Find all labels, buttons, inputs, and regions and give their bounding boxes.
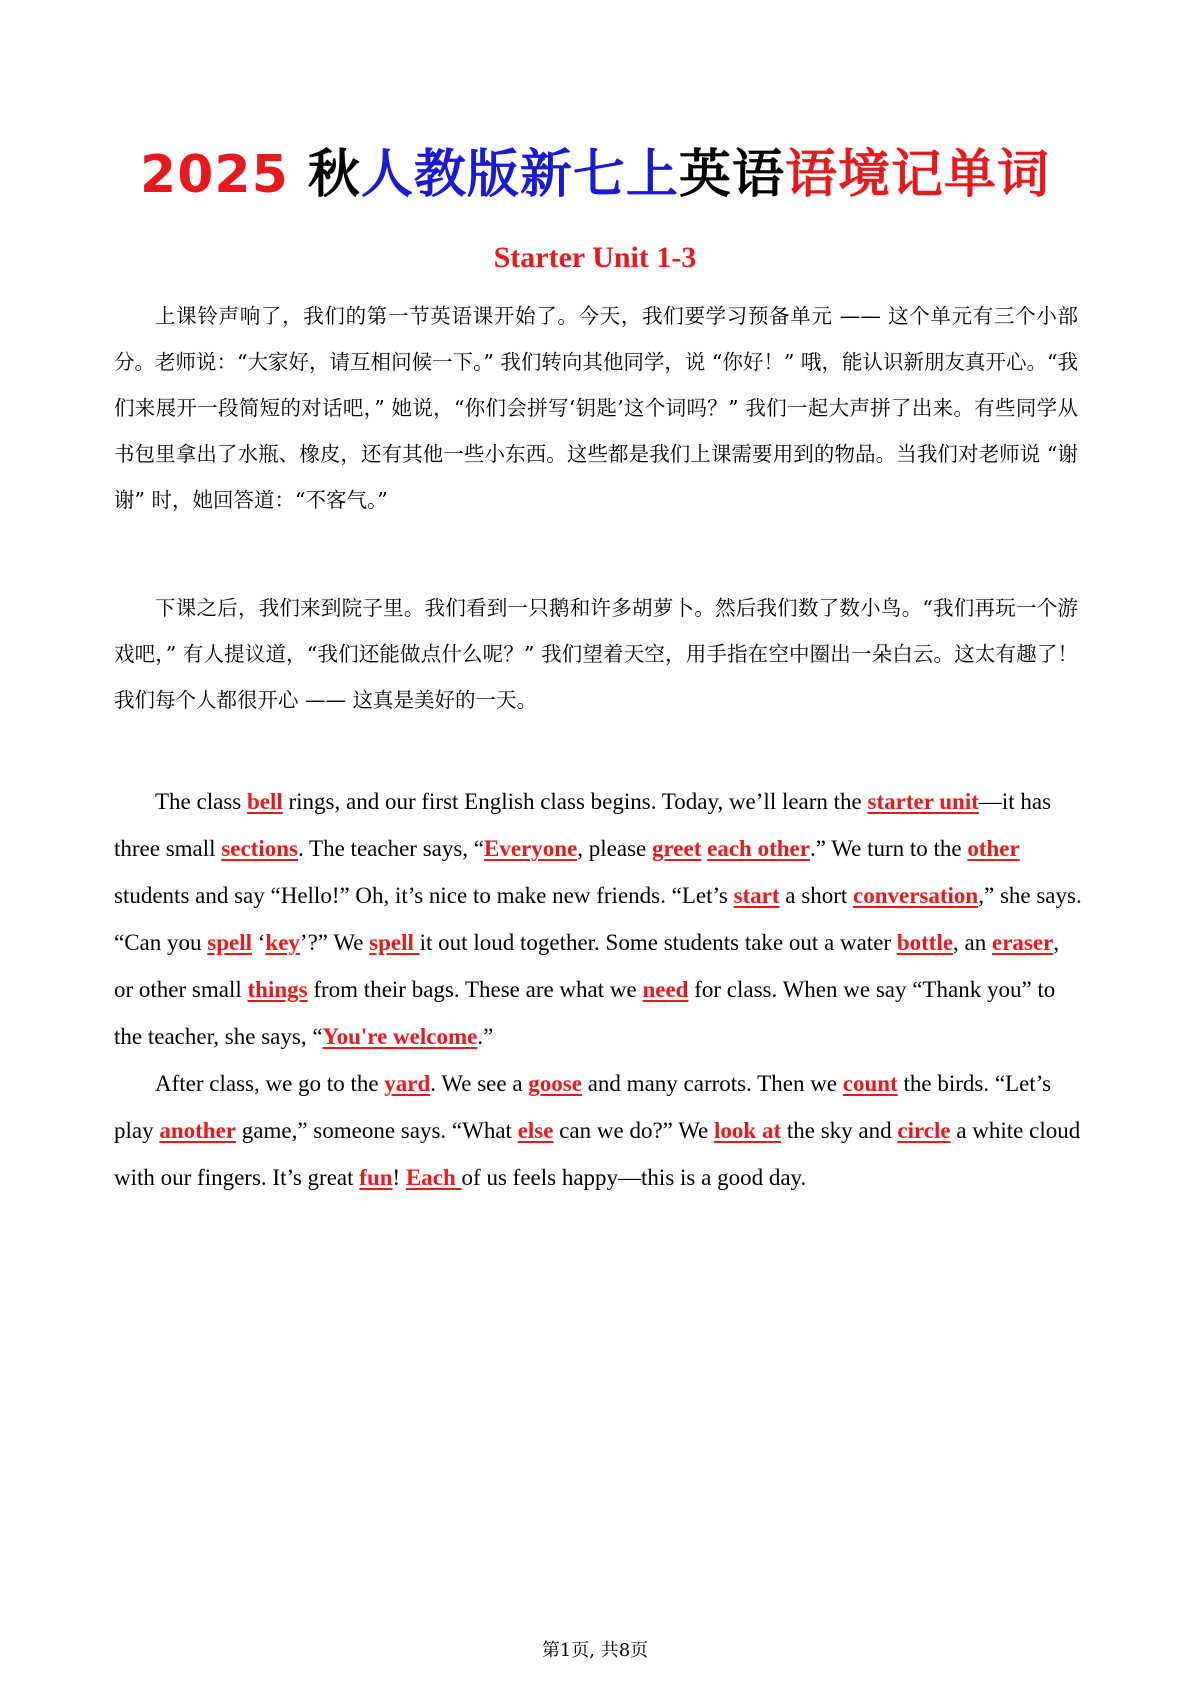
text: a white cloud with our fingers. It’s great [114,1118,1081,1190]
vocab-word: things [247,977,308,1002]
text: , or other small [114,930,1060,1002]
text: the sky and [781,1118,898,1143]
title-year: 2025 [140,145,289,205]
text: for class. When we say “Thank you” to the teacher, she says, “ [114,977,1056,1049]
chinese-paragraph: 上课铃声响了，我们的第一节英语课开始了。今天，我们要学习预备单元 —— 这个单元有三个小部分。老师说：“大家好，请互相问候一下。” 我们转向其他同学，说 “你好！” 哦，能认识新朋友真开心。“我们来展开一段简短的对话吧，” 她说，“你们会拼写‘钥匙’这个词吗？” 我们一起大声拼了出来。有些同学从书包里拿出了水瓶、橡皮，还有其他一些小东西。这些都是我们上课需要用到的物品。当我们对老师说 “谢谢” 时，她回答道：“不客气。” [114,304,1078,512]
text: , please [577,836,652,861]
vocab-word: other [967,836,1020,861]
text: ’?” We [299,930,370,955]
text: ‘ [252,930,266,955]
vocab-word: each other [707,836,810,861]
english-paragraph-2 [114,1060,1082,1201]
text: and many carrots. Then we [581,1071,843,1096]
vocab-word: goose [528,1071,582,1096]
english-passage [114,778,1082,1201]
text: After class, we go to the [155,1071,385,1096]
text: can we do?” We [553,1118,715,1143]
chinese-section-1 [114,293,1078,523]
text: a short [779,883,854,908]
text: of us feels happy—this is a good day. [461,1165,807,1190]
text: The class [155,789,247,814]
text: rings, and our first English class begins. Today, we’ll learn the [282,789,868,814]
page-number: 第1页, 共8页 [541,1640,649,1661]
vocab-word: spell [207,930,252,955]
vocab-word: spell [369,930,420,955]
page-title [0,140,1190,210]
vocab-word: You're welcome [322,1024,478,1049]
vocab-word: yard [384,1071,431,1096]
vocab-word: bell [246,789,283,814]
vocab-word: count [842,1071,898,1096]
vocab-word: else [517,1118,554,1143]
title-topic: 语境记单词 [784,145,1050,205]
chinese-paragraph: 下课之后，我们来到院子里。我们看到一只鹅和许多胡萝卜。然后我们数了数小鸟。“我们再玩一个游戏吧，” 有人提议道，“我们还能做点什么呢？” 我们望着天空，用手指在空中圈出一朵白云。这太有趣了！我们每个人都很开心 —— 这真是美好的一天。 [114,596,1078,712]
vocab-word: conversation [853,883,979,908]
vocab-word: circle [897,1118,951,1143]
vocab-word: sections [221,836,298,861]
vocab-word: fun [359,1165,393,1190]
title-season: 秋 [307,145,361,205]
title-publisher: 人教版新七上 [360,145,679,205]
text: .” [477,1024,494,1049]
text: ,” she says. “Can you [114,883,1082,955]
vocab-word: greet [652,836,702,861]
text: ! [392,1165,406,1190]
chinese-section-2 [114,585,1078,723]
vocab-word: look at [714,1118,782,1143]
title-subject: 英语 [678,145,785,205]
vocab-word: eraser [992,930,1054,955]
text: , an [953,930,993,955]
text: students and say “Hello!” Oh, it’s nice to make new friends. “Let’s [114,883,734,908]
vocab-word: starter unit [867,789,979,814]
vocab-word: Everyone [484,836,578,861]
vocab-word: bottle [896,930,954,955]
text: . The teacher says, “ [297,836,485,861]
text: . We see a [430,1071,529,1096]
text: the birds. “Let’s play [114,1071,1052,1143]
text: .” We turn to the [809,836,968,861]
vocab-word: another [159,1118,237,1143]
text: from their bags. These are what we [307,977,643,1002]
text: game,” someone says. “What [236,1118,518,1143]
vocab-word: need [642,977,689,1002]
vocab-word: key [265,930,300,955]
vocab-word: start [733,883,780,908]
text: —it has three small [114,789,1052,861]
text: it out loud together. Some students take out a water [419,930,897,955]
vocab-word: Each [405,1165,462,1190]
unit-subtitle: Starter Unit 1-3 [493,241,697,274]
english-paragraph-1 [114,778,1082,1060]
